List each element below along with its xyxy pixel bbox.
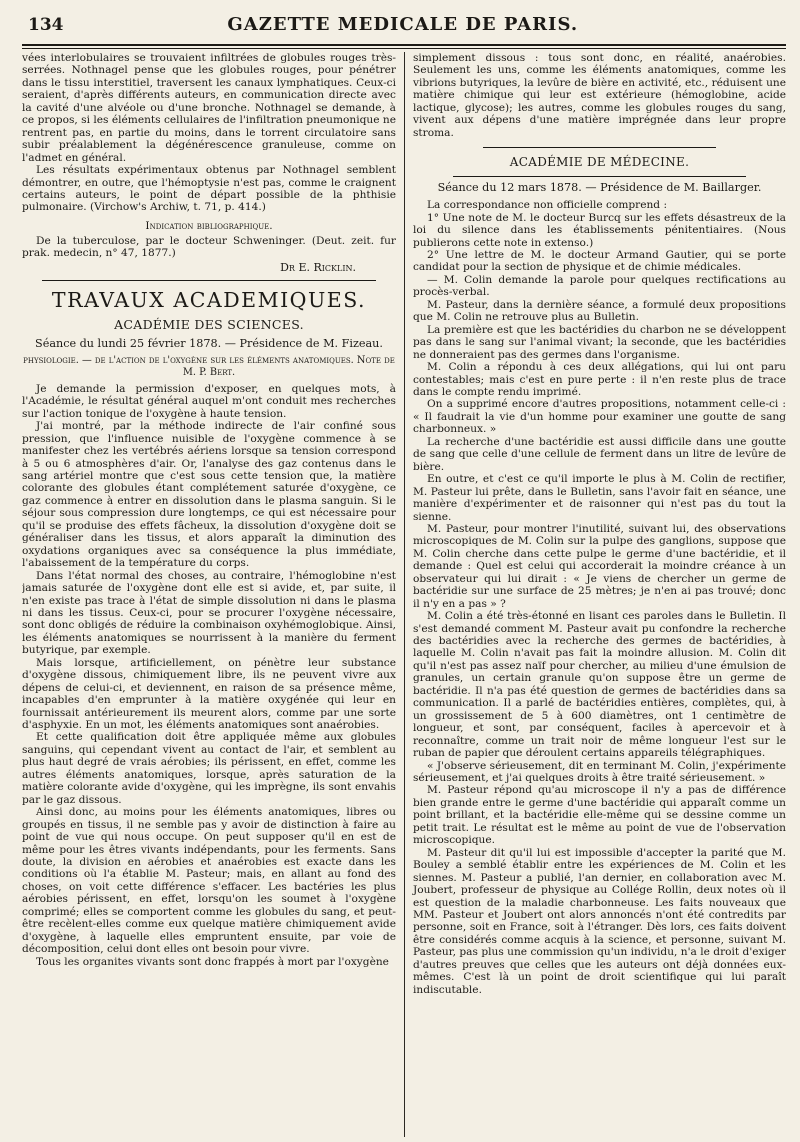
article-body <box>22 383 396 968</box>
paragraph: La recherche d'une bactéridie est aussi difficile dans une goutte de sang que celle d'une cellule de ferment dans un litre de levûre de bière. <box>412 435 786 473</box>
bibliography-entry: De la tuberculose, par le docteur Schweninger. (Deut. zeit. fur prak. medecin, n° 47, 1877.) <box>22 234 396 260</box>
paragraph: M. Pasteur, pour montrer l'inutilité, suivant lui, des observations microscopiques de M. Colin sur la pulpe des ganglions, suppose que M. Colin cherche dans cette pulpe le germe d'une bactéridie, et il demande : Quel est celui qui accorderait la moindre créance à un observateur qui lui dirait : « Je viens de chercher un germe de bactéridie sur une surface de 25 mètres; je n'en ai pas trouvé; donc il n'y en a pas » ? <box>412 522 786 610</box>
paragraph: M. Pasteur répond qu'au microscope il n'y a pas de différence bien grande entre le germe d'une bactéridie qui apparaît comme un point brillant, et la bactéridie elle-même qui se dessine comme un petit trait. Le résultat est le même au point de vue de l'observation microscopique. <box>412 784 786 847</box>
paragraph: Tous les organites vivants sont donc frappés à mort par l'oxygène <box>36 955 389 968</box>
section-divider <box>453 176 746 177</box>
author-signature: Dr E. Ricklin. <box>280 260 356 274</box>
journal-title: GAZETTE MEDICALE DE PARIS. <box>227 14 579 35</box>
columns <box>22 52 786 1137</box>
paragraph: J'ai montré, par la méthode indirecte de l'air confiné sous pression, que l'influence nuisible de l'oxygène commence à se manifester chez les vertébrés aériens lorsque sa tension correspond à 5 ou 6 atmosphères d'air. Or, l'analyse des gaz contenus dans le sang artériel montre que c'est sous cette tension que, la matière colorante des globules étant complétement saturée d'oxygène, ce gaz commence à entrer en dissolution dans le plasma sanguin. Si le séjour sous compression dure longtemps, ce qui est nécessaire pour qu'il se produise des effets fâcheux, la dissolution d'oxygène doit se généraliser dans les tissus, et alors apparaît la diminution des oxydations organiques avec sa conséquence la plus immédiate, l'abaissement de la température du corps. <box>22 420 396 570</box>
paragraph: Je demande la permission d'exposer, en quelques mots, à l'Académie, le résultat général auquel m'ont conduit mes recherches sur l'action tonique de l'oxygène à haute tension. <box>22 382 396 420</box>
paragraph: vées interlobulaires se trouvaient infiltrées de globules rouges très-serrées. Nothnagel pense que les globules rouges, pour pénétrer dans le tissu interstitiel, traversent les canaux lymphatiques. Ceux-ci seraient, d'après différents auteurs, en communication directe avec la cavité d'une alvéole ou d'une bronche. Nothnagel se demande, à ce propos, si les éléments cellulaires de l'infiltration pneumonique ne rentrent pas, en partie du moins, dans le torrent circulatoire sans subir préalablement la dégénérescence granuleuse, comme on l'admet en général. <box>22 52 396 164</box>
paragraph: simplement dissous : tous sont donc, en réalité, anaérobies. Seulement les uns, comme les éléments anatomiques, comme les vibrions butyriques, la levûre de bière en activité, etc., réduisent une matière chimique qui leur est extérieure (hémoglobine, acide lactique, glycose); les autres, comme les globules rouges du sang, vivent aux dépens d'une matière imprégnée dans leur propre stroma. <box>412 52 786 139</box>
article-subtitle: physiologie. — de l'action de l'oxygène sur les éléments anatomiques. Note de M. P. Bert. <box>23 354 395 378</box>
paragraph: 1° Une note de M. le docteur Burcq sur les effets désastreux de la loi du silence dans les établissements pénitentiaires. (Nous publierons cette note in extenso.) <box>412 211 786 249</box>
paragraph: Ainsi donc, au moins pour les éléments anatomiques, libres ou groupés en tissus, il ne semble pas y avoir de distinction à faire au point de vue qui nous occupe. On peut supposer qu'il en est de même pour les êtres vivants indépendants, pour les ferments. Sans doute, la division en aérobies et anaérobies est exacte dans les conditions où l'a établie M. Pasteur; mais, en allant au fond des choses, on voit cette différence s'effacer. Les bactéries les plus aérobies périssent, en effet, lorsqu'on les soumet à l'oxygène comprimé; elles se comportent comme les globules du sang, et peut-être recèlent-elles comme eux quelque matière chimiquement avide d'oxygène, à laquelle elles empruntent ensuite, par voie de décomposition, celui dont elles ont besoin pour vivre. <box>22 806 396 956</box>
page-number: 134 <box>28 15 64 35</box>
masthead <box>22 14 786 44</box>
paragraph: Les résultats expérimentaux obtenus par Nothnagel semblent démontrer, en outre, que l'hémoptysie n'est pas, comme le craignent certains auteurs, le point de départ possible de la phthisie pulmonaire. (Virchow's Archiw, t. 71, p. 414.) <box>22 164 396 214</box>
left-column <box>22 52 404 1137</box>
session-line: Séance du lundi 25 février 1878. — Présidence de M. Fizeau. <box>35 336 383 350</box>
paragraph: La première est que les bactéridies du charbon ne se développent pas dans le sang sur l'animal vivant; la seconde, que les bactéridies ne donneraient pas des germes dans l'organisme. <box>412 323 786 361</box>
right-column <box>404 52 786 1137</box>
section-divider <box>483 147 716 148</box>
paragraph: Mais lorsque, artificiellement, on pénètre leur substance d'oxygène dissous, chimiquement libre, ils ne peuvent vivre aux dépens de celui-ci, et deviennent, en raison de sa présence même, incapables d'en emprunter à la matière oxygénée qui leur en fournissait antérieurement ils meurent alors, comme par une sorte d'asphyxie. En un mot, les éléments anatomiques sont anaérobies. <box>22 656 396 732</box>
paragraph: M. Pasteur dit qu'il lui est impossible d'accepter la parité que M. Bouley a semblé établir entre les expériences de M. Colin et les siennes. M. Pasteur a publié, l'an dernier, en collaboration avec M. Joubert, professeur de physique au Collége Rollin, deux notes où il est question de la maladie charbonneuse. Les faits nouveaux que MM. Pasteur et Joubert ont alors annoncés n'ont été contredits par personne, soit en France, soit à l'étranger. Dès lors, ces faits doivent être considérés comme acquis à la science, et personne, suivant M. Pasteur, pas plus une commission qu'un individu, n'a le droit d'exiger d'autres preuves que celles que les auteurs ont déjà données eux-mêmes. C'est là un point de droit scientifique qui lui paraît indiscutable. <box>412 846 786 996</box>
article-body <box>413 199 786 996</box>
session-line: Séance du 12 mars 1878. — Présidence de M. Baillarger. <box>437 181 762 195</box>
section-divider <box>42 280 376 281</box>
paragraph: Et cette qualification doit être appliquée même aux globules sanguins, qui cependant vivent au contact de l'air, et semblent au plus haut degré de vrais aérobies; ils périssent, en effet, comme les autres éléments anatomiques, lorsque, après saturation de la matière colorante avide d'oxygène, qui les imprègne, ils sont envahis par le gaz dissous. <box>22 731 396 806</box>
paragraph: « J'observe sérieusement, dit en terminant M. Colin, j'expérimente sérieusement, et j'ai quelques droits à être traité sérieusement. » <box>412 759 786 785</box>
paragraph: On a supprimé encore d'autres propositions, notamment celle-ci : « Il faudrait la vie d'un homme pour examiner une goutte de sang charbonneux. » <box>412 398 786 436</box>
academy-heading: ACADÉMIE DE MÉDECINE. <box>509 155 690 170</box>
paragraph: M. Colin a été très-étonné en lisant ces paroles dans le Bulletin. Il s'est demandé comment M. Pasteur avait pu confondre la recherche des bactéridies avec la recherche des germes de bactéridies, à laquelle M. Colin n'avait pas fait la moindre allusion. M. Colin dit qu'il n'est pas assez naïf pour chercher, au milieu d'une émulsion de granules, un certain granule qu'on suppose être un germe de bactéridie. Il n'a pas été question de germes de bactéridies dans sa communication. Il a parlé de bactéridies entières, complètes, qui, à un grossissement de 5 à 600 diamètres, ont 1 centimètre de longueur, et sont, par conséquent, faciles à apercevoir et à reconnaître, comme un trait noir de même longueur l'est sur le ruban de papier que déroulent certains appareils télégraphiques. <box>412 610 786 760</box>
masthead-rule <box>22 44 786 49</box>
academy-heading: ACADÉMIE DES SCIENCES. <box>114 316 304 332</box>
paragraph: 2° Une lettre de M. le docteur Armand Gautier, qui se porte candidat pour la section de physique et de chimie médicales. <box>412 248 786 274</box>
paragraph: En outre, et c'est ce qu'il importe le plus à M. Colin de rectifier, M. Pasteur lui prête, dans le Bulletin, sans l'avoir fait en séance, une manière d'expérimenter et de raisonner qui n'est pas du tout la sienne. <box>412 473 786 523</box>
paragraph: M. Pasteur, dans la dernière séance, a formulé deux propositions que M. Colin ne retrouve plus au Bulletin. <box>412 298 786 324</box>
paragraph: M. Colin a répondu à ces deux allégations, qui lui ont paru contestables; mais c'est en pure perte : il n'en reste plus de trace dans le compte rendu imprimé. <box>412 361 786 398</box>
paragraph: Dans l'état normal des choses, au contraire, l'hémoglobine n'est jamais saturée de l'oxygène dont elle est si avide, et, par suite, il n'en existe pas trace à l'état de simple dissolution ni dans le plasma ni dans les tissus. Ceux-ci, pour se procurer l'oxygène nécessaire, sont donc obligés de réduire la combinaison oxyhémoglobique. Ainsi, les éléments anatomiques se nourrissent à la manière du ferment butyrique, par exemple. <box>22 569 396 657</box>
paragraph: — M. Colin demande la parole pour quelques rectifications au procès-verbal. <box>412 273 786 299</box>
section-title: TRAVAUX ACADEMIQUES. <box>51 287 367 312</box>
paragraph: La correspondance non officielle comprend : <box>426 199 668 212</box>
bibliography-heading: Indication bibliographique. <box>145 219 273 232</box>
